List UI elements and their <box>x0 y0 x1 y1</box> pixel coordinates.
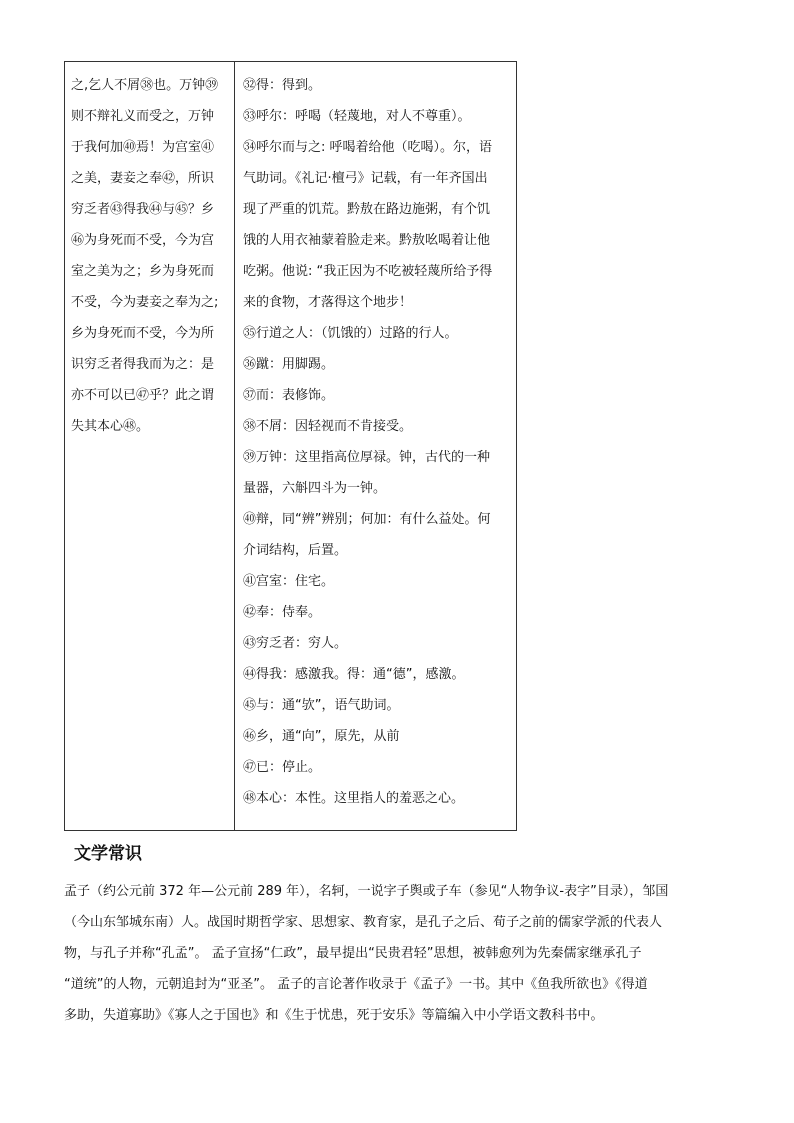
annotation-line: 量器，六斛四斗为一钟。 <box>243 481 387 496</box>
annotation-line: 介词结构，后置。 <box>243 543 348 558</box>
annotation-line: 气助词。《礼记·檀弓》记载，有一年齐国出 <box>243 171 488 186</box>
annotation-line: ㊻乡，通“向”，原先，从前 <box>243 729 400 744</box>
literature-paragraph <box>64 876 734 1031</box>
text-line: 识穷乏者得我而为之：是 <box>71 357 215 372</box>
annotation-table <box>64 61 517 831</box>
text-line: 室之美为之；乡为身死而 <box>71 264 215 279</box>
annotation-line: ㊵辩，同“辨”辨别；何加：有什么益处。何 <box>243 512 491 527</box>
annotation-line: ㊺与：通“欤”，语气助词。 <box>243 698 400 713</box>
annotation-line: ㊴万钟：这里指高位厚禄。钟，古代的一种 <box>243 450 491 465</box>
text-line: ㊻为身死而不受，今为宫 <box>71 233 215 248</box>
paragraph-line: 物，与孔子并称“孔孟”。 孟子宣扬“仁政”，最早提出“民贵君轻”思想，被韩愈列为先秦儒家继承孔子 <box>64 946 642 961</box>
paragraph-line: （今山东邹城东南）人。战国时期哲学家、思想家、教育家，是孔子之后、荀子之前的儒家学派的代表人 <box>64 915 663 930</box>
text-line: 穷乏者㊸得我㊹与㊺？乡 <box>71 202 215 217</box>
annotation-line: ㊹得我：感激我。得：通“德”，感激。 <box>243 667 465 682</box>
annotation-line: 来的食物，才落得这个地步！ <box>243 295 413 310</box>
text-line: 之,乞人不屑㊳也。万钟㊴ <box>71 78 219 93</box>
annotation-line: ㊸穷乏者：穷人。 <box>243 636 348 651</box>
original-text-column <box>65 62 234 442</box>
text-line: 乡为身死而不受，今为所 <box>71 326 215 341</box>
annotation-line: ㊷奉：侍奉。 <box>243 605 322 620</box>
text-line: 则不辩礼义而受之，万钟 <box>71 109 215 124</box>
text-line: 之美，妻妾之奉㊷，所识 <box>71 171 215 186</box>
annotation-line: ㊼已：停止。 <box>243 760 322 775</box>
annotation-line: ㊱蹴：用脚踢。 <box>243 357 335 372</box>
paragraph-line: 孟子（约公元前 372 年—公元前 289 年），名轲，一说字子舆或子车（参见“人物争议-表字”目录），邹国 <box>64 884 669 899</box>
annotation-line: ㊽本心：本性。这里指人的羞恶之心。 <box>243 791 465 806</box>
annotation-line: ㊲而：表修饰。 <box>243 388 335 403</box>
text-line: 失其本心㊽。 <box>71 419 150 434</box>
annotation-line: ㉝呼尔：呼喝（轻蔑地，对人不尊重）。 <box>243 109 471 124</box>
section-title: 文学常识 <box>74 844 142 864</box>
annotation-column <box>235 62 518 814</box>
text-line: 不受，今为妻妾之奉为之; <box>71 295 219 310</box>
annotation-line: ㊳不屑：因轻视而不肯接受。 <box>243 419 413 434</box>
paragraph-line: 多助，失道寡助》《寡人之于国也》和《生于忧患，死于安乐》等篇编入中小学语文教科书中。 <box>64 1008 604 1023</box>
text-line: 亦不可以已㊼乎？此之谓 <box>71 388 215 403</box>
annotation-line: ㊶宫室：住宅。 <box>243 574 335 589</box>
annotation-line: 饿的人用衣袖蒙着脸走来。黔敖吆喝着让他 <box>243 233 491 248</box>
text-line: 于我何加㊵焉！为宫室㊶ <box>71 140 215 155</box>
paragraph-line: “道统”的人物，元朝追封为“亚圣”。 孟子的言论著作收录于《孟子》一书。其中《鱼我所欲也》《得道 <box>64 977 648 992</box>
annotation-line: ㉞呼尔而与之: 呼喝着给他（吃喝）。尔，语 <box>243 140 493 155</box>
annotation-line: ㉟行道之人：（饥饿的）过路的行人。 <box>243 326 458 341</box>
annotation-line: 现了严重的饥荒。黔敖在路边施粥，有个饥 <box>243 202 491 217</box>
annotation-line: 吃粥。他说: “我正因为不吃被轻蔑所给予得 <box>243 264 493 279</box>
annotation-line: ㉜得：得到。 <box>243 78 322 93</box>
